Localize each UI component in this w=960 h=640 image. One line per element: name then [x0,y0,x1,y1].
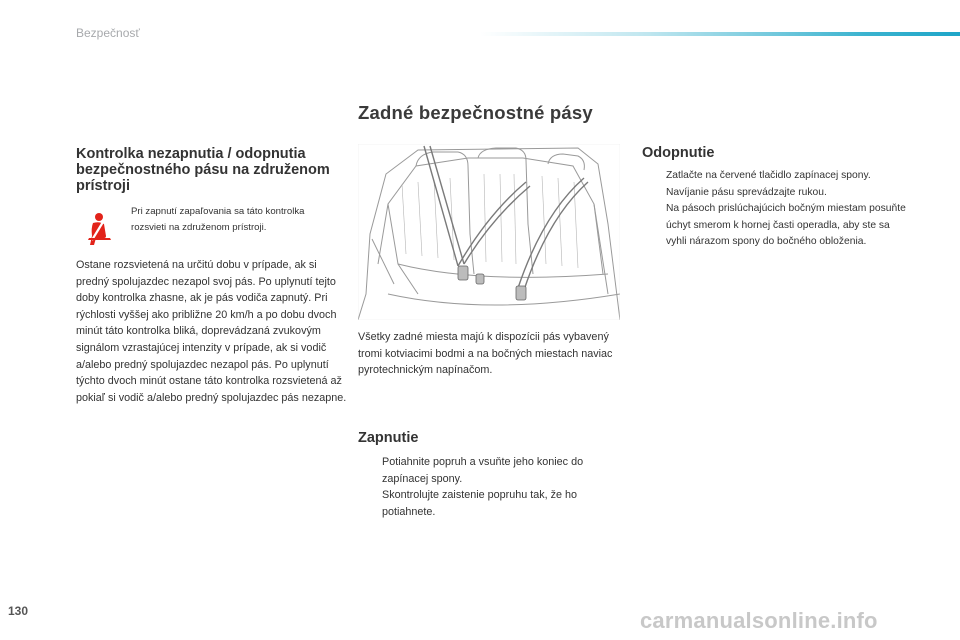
list-item: Navíjanie pásu sprevádzajte rukou. [666,186,827,198]
warning-lamp-note: Pri zapnutí zapaľovania sa táto kontrolka rozsvieti na združenom prístroji. [131,206,305,233]
list-item: Potiahnite popruh a vsuňte jeho koniec do zapínacej spony. [382,456,584,485]
unfasten-steps [642,168,908,251]
rear-seatbelts-illustration [358,144,620,320]
list-item: Skontrolujte zaistenie popruhu tak, že ho potiahnete. [382,489,578,518]
unfasten-heading: Odopnutie [642,145,715,161]
fasten-steps [358,454,620,520]
fasten-heading: Zapnutie [358,430,419,446]
warning-lamp-description: Ostane rozsvietená na určitú dobu v prípade, ak si predný spolujazdec nezapol svoj pás. Po uplynutí tejto doby kontrolka zhasne, ak je pás vodiča zapnutý. Pri rýchlosti vyššej ako približne 20 km/h a po dobu dvoch minút táto kontrolka bliká, doprevádzaná zvukovým signálom vzrastajúcej intenzity v prípade, ak si vodič a/alebo predný spolujazdec nezapol pás. Po uplynutí týchto dvoch minút ostane táto kontrolka rozsvietená až pokiaľ si vodič a/alebo predný spolujazdec pás nezapne. [76,259,347,404]
watermark: carmanualsonline.info [640,608,878,633]
header-accent-bar [480,32,960,36]
section-label: Bezpečnosť [76,26,140,40]
list-item: Zatlačte na červené tlačidlo zapínacej spony. [666,170,871,181]
page-number: 130 [8,604,29,618]
figure-caption: Všetky zadné miesta majú k dispozícii pás vybavený tromi kotviacimi bodmi a na bočných miestach naviac pyrotechnickým napínačom. [358,331,613,377]
seatbelt-warning-icon [84,212,114,246]
warning-lamp-heading: Kontrolka nezapnutia / odopnutia bezpečnostného pásu na združenom prístroji [76,146,330,194]
list-item: Na pásoch prislúchajúcich bočným miestam posuňte úchyt smerom k hornej časti operadla, aby ste sa vyhli nárazom spony do bočného obloženia. [666,203,906,248]
page-title: Zadné bezpečnostné pásy [358,102,593,123]
